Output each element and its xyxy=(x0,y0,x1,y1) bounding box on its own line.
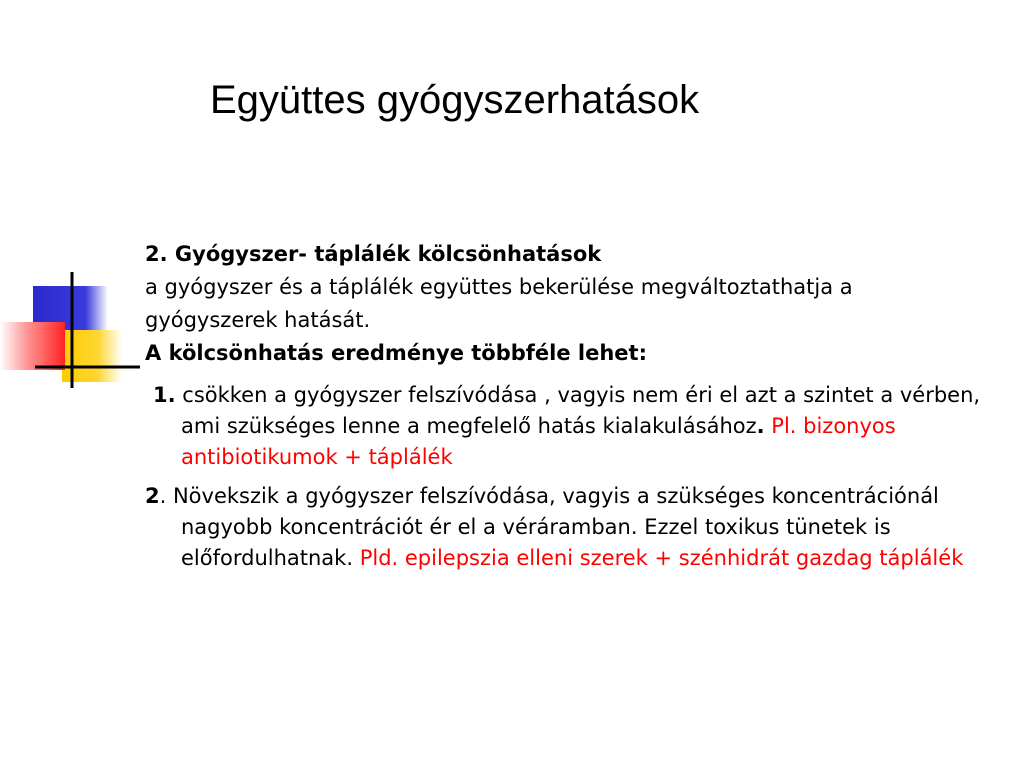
list-item-1-example: Pl. bizonyos antibiotikumok + táplálék xyxy=(181,414,896,469)
list-item-1-dot: . xyxy=(756,414,765,438)
section-heading-text: Gyógyszer- táplálék kölcsönhatások xyxy=(174,242,602,266)
list-item-1-number: 1. xyxy=(153,383,176,407)
slide-title: Együttes gyógyszerhatások xyxy=(210,78,700,122)
list-item-2 xyxy=(145,481,1005,574)
red-square xyxy=(0,322,65,370)
result-heading: A kölcsönhatás eredménye többféle lehet: xyxy=(145,341,647,365)
list-item-2-example: Pld. epilepszia elleni szerek + szénhidrát gazdag táplálék xyxy=(353,546,964,570)
list-item-2-number: 2 xyxy=(145,484,160,508)
list-item-2-text: . Növekszik a gyógyszer felszívódása, vagyis a szükséges koncentrációnál nagyobb koncentrációt ér el a véráramban. Ezzel toxikus tünetek is előfordulhatnak. xyxy=(159,484,939,570)
section-heading xyxy=(145,238,1005,271)
decorative-squares-graphic xyxy=(0,270,140,390)
intro-line-2: gyógyszerek hatását. xyxy=(145,308,371,332)
list-item-1-text: csökken a gyógyszer felszívódása , vagyis nem éri el azt a szintet a vérben, ami szükséges lenne a megfelelő hatás kialakulásához xyxy=(175,383,981,438)
list-item-1 xyxy=(145,380,1005,473)
slide-content xyxy=(145,238,1005,574)
section-heading-number: 2. xyxy=(145,242,168,266)
intro-line-1: a gyógyszer és a táplálék együttes bekerülése megváltoztathatja a xyxy=(145,275,853,299)
